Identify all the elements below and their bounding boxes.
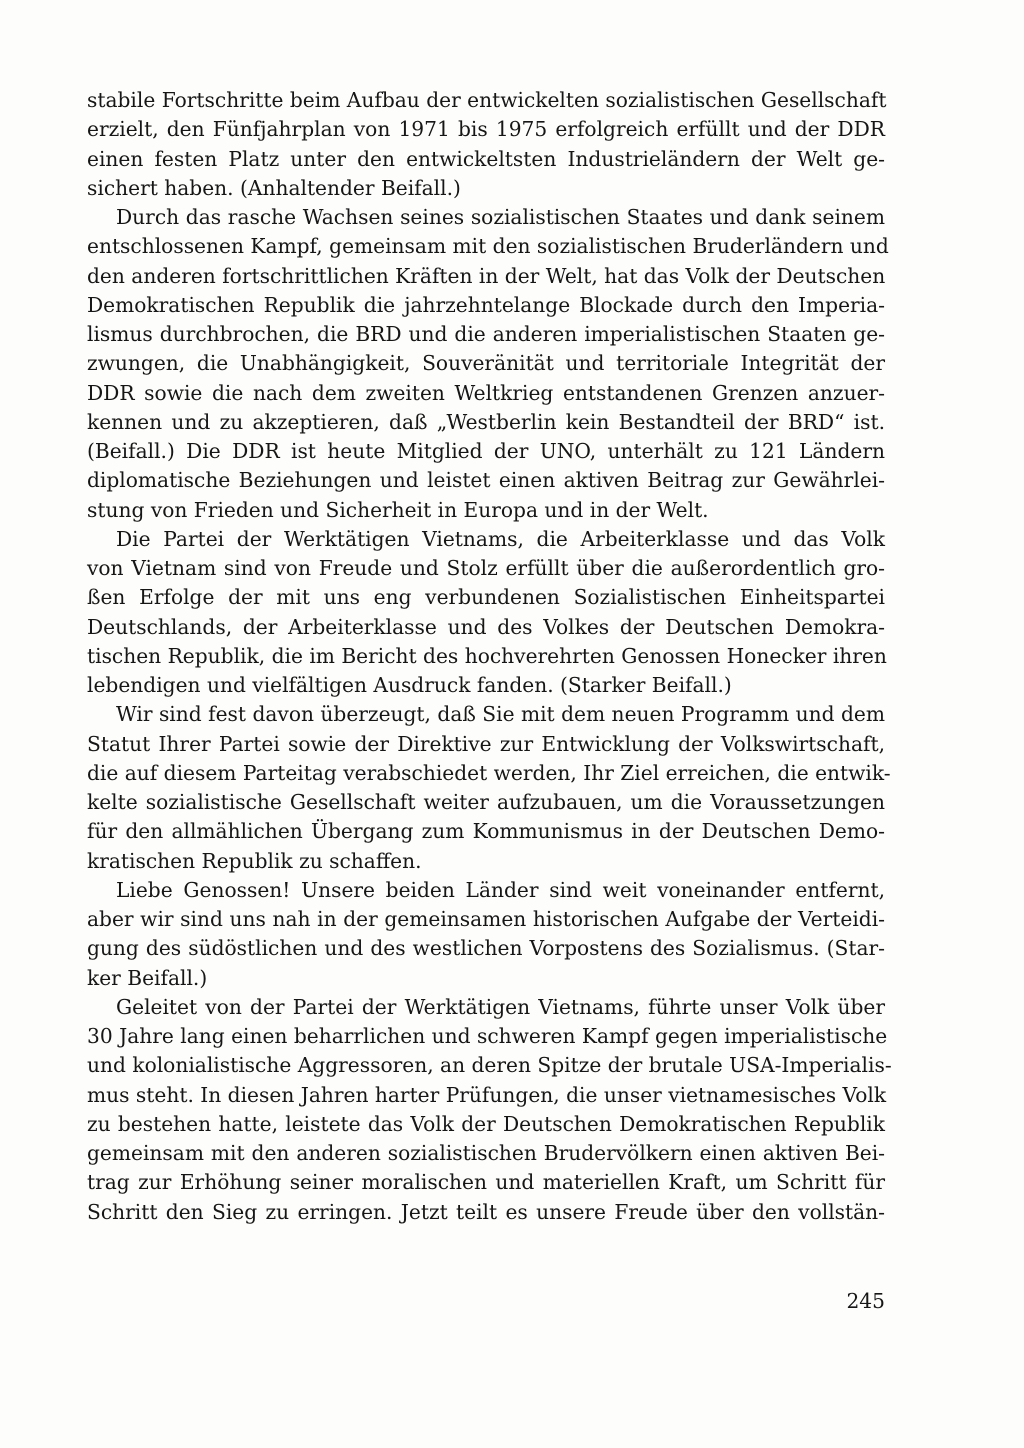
text-line: ßen Erfolge der mit uns eng verbundenen Sozialistischen Einheitspartei bbox=[87, 585, 885, 610]
text-line: Liebe Genossen! Unsere beiden Länder sind weit voneinander entfernt, bbox=[116, 877, 885, 902]
text-line: stung von Frieden und Sicherheit in Europa und in der Welt. bbox=[87, 497, 709, 522]
text-line: für den allmählichen Übergang zum Kommunismus in der Deutschen Demo- bbox=[87, 819, 885, 844]
text-line: stabile Fortschritte beim Aufbau der entwickelten sozialistischen Gesellschaft bbox=[87, 88, 887, 112]
text-line: kelte sozialistische Gesellschaft weiter aufzubauen, um die Voraussetzungen bbox=[87, 790, 885, 814]
text-line: Schritt den Sieg zu erringen. Jetzt teilt es unsere Freude über den vollstän- bbox=[87, 1199, 885, 1224]
text-line: gung des südöstlichen und des westlichen Vorpostens des Sozialismus. (Star- bbox=[87, 936, 885, 961]
text-line: lebendigen und vielfältigen Ausdruck fanden. (Starker Beifall.) bbox=[87, 673, 732, 697]
text-line: zu bestehen hatte, leistete das Volk der Deutschen Demokratischen Republik bbox=[87, 1111, 885, 1136]
text-line: die auf diesem Parteitag verabschiedet werden, Ihr Ziel erreichen, die entwik- bbox=[87, 760, 891, 785]
paragraph bbox=[87, 203, 889, 525]
paragraph bbox=[87, 525, 885, 701]
text-line: und kolonialistische Aggressoren, an deren Spitze der brutale USA-Imperialis- bbox=[87, 1053, 892, 1078]
paragraph bbox=[87, 700, 891, 876]
text-line: gemeinsam mit den anderen sozialistischen Brudervölkern einen aktiven Bei- bbox=[87, 1141, 885, 1165]
text-line: mus steht. In diesen Jahren harter Prüfungen, die unser vietnamesisches Volk bbox=[87, 1082, 887, 1107]
text-line: erzielt, den Fünfjahrplan von 1971 bis 1975 erfolgreich erfüllt und der DDR bbox=[87, 117, 885, 142]
text-line: trag zur Erhöhung seiner moralischen und materiellen Kraft, um Schritt für bbox=[87, 1170, 885, 1195]
text-line: ker Beifall.) bbox=[87, 965, 208, 990]
text-line: 30 Jahre lang einen beharrlichen und schweren Kampf gegen imperialistische bbox=[87, 1024, 888, 1048]
text-line: kennen und zu akzeptieren, daß „Westberlin kein Bestandteil der BRD“ ist. bbox=[87, 409, 885, 434]
paragraph bbox=[87, 86, 885, 203]
text-line: kratischen Republik zu schaffen. bbox=[87, 848, 422, 873]
text-line: Geleitet von der Partei der Werktätigen Vietnams, führte unser Volk über bbox=[116, 994, 885, 1019]
text-line: Wir sind fest davon überzeugt, daß Sie mit dem neuen Programm und dem bbox=[116, 702, 885, 727]
text-line: (Beifall.) Die DDR ist heute Mitglied der UNO, unterhält zu 121 Ländern bbox=[87, 439, 885, 463]
page-number: 245 bbox=[846, 1289, 885, 1313]
text-line: den anderen fortschrittlichen Kräften in der Welt, hat das Volk der Deutschen bbox=[87, 263, 886, 288]
text-line: Demokratischen Republik die jahrzehntelange Blockade durch den Imperia- bbox=[87, 292, 885, 317]
text-line: von Vietnam sind von Freude und Stolz erfüllt über die außerordentlich gro- bbox=[87, 556, 885, 580]
text-line: Durch das rasche Wachsen seines sozialistischen Staates und dank seinem bbox=[116, 205, 885, 229]
body-text bbox=[87, 86, 892, 1227]
text-line: Die Partei der Werktätigen Vietnams, die Arbeiterklasse und das Volk bbox=[116, 526, 885, 551]
text-line: tischen Republik, die im Bericht des hochverehrten Genossen Honecker ihren bbox=[87, 643, 887, 668]
text-line: diplomatische Beziehungen und leistet einen aktiven Beitrag zur Gewährlei- bbox=[87, 468, 885, 493]
text-line: lismus durchbrochen, die BRD und die anderen imperialistischen Staaten ge- bbox=[87, 322, 885, 346]
paragraph bbox=[87, 993, 892, 1227]
text-line: entschlossenen Kampf, gemeinsam mit den sozialistischen Bruderländern und bbox=[87, 234, 889, 259]
text-line: Deutschlands, der Arbeiterklasse und des Volkes der Deutschen Demokra- bbox=[87, 614, 885, 639]
text-line: zwungen, die Unabhängigkeit, Souveränität und territoriale Integrität der bbox=[87, 351, 885, 376]
text-line: aber wir sind uns nah in der gemeinsamen historischen Aufgabe der Verteidi- bbox=[87, 907, 885, 931]
paragraph bbox=[87, 876, 885, 993]
text-line: DDR sowie die nach dem zweiten Weltkrieg entstandenen Grenzen anzuer- bbox=[87, 380, 885, 405]
text-line: sichert haben. (Anhaltender Beifall.) bbox=[87, 175, 461, 200]
text-line: einen festen Platz unter den entwickeltsten Industrieländern der Welt ge- bbox=[87, 146, 885, 171]
text-line: Statut Ihrer Partei sowie der Direktive zur Entwicklung der Volkswirtschaft, bbox=[87, 731, 885, 756]
